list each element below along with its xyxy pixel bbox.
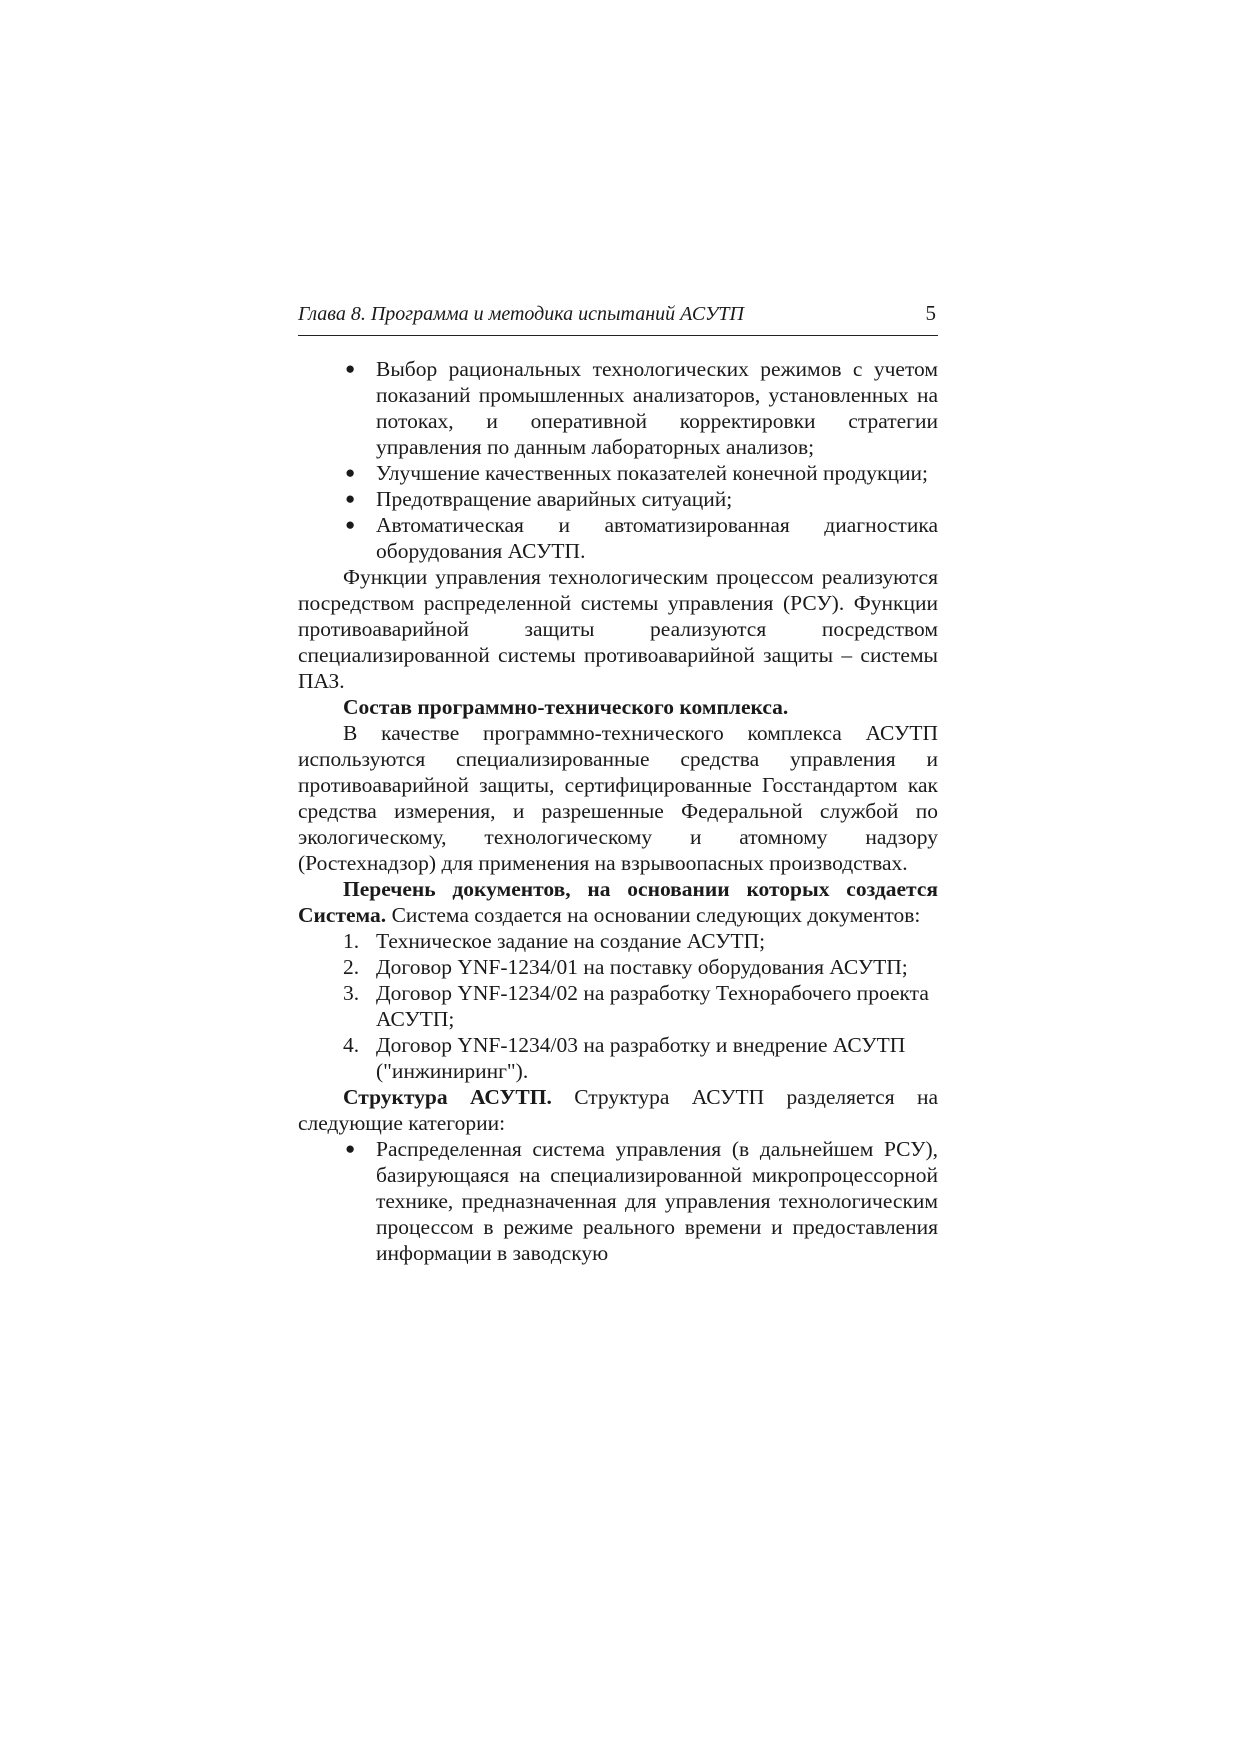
section-heading-structure: Структура АСУТП. [343,1085,552,1109]
list-item: ● Распределенная система управления (в дальнейшем РСУ), базирующаяся на специализированной микропроцессорной технике, предназначенная для управления технологическим процессом в режиме реального времени и предоставления информации в заводскую [345,1137,938,1265]
document-page [298,300,938,1266]
bullet-icon: ● [345,463,356,482]
bullet-icon: ● [345,359,356,378]
list-item: ● Автоматическая и автоматизированная диагностика оборудования АСУТП. [345,513,938,563]
list-item: ● Предотвращение аварийных ситуаций; [345,487,733,511]
list-item: ● Улучшение качественных показателей конечной продукции; [345,461,928,485]
section-heading-composition: Состав программно-технического комплекса. [343,695,789,719]
bullet-list-top [298,356,938,564]
paragraph-structure: Структура АСУТП. Структура АСУТП разделяется на следующие категории: [298,1085,938,1135]
bullet-icon: ● [345,489,356,508]
list-item: 2. Договор YNF-1234/01 на поставку оборудования АСУТП; [343,955,908,979]
section-heading-documents: Перечень документов, на основании которых создается Система. [298,877,938,927]
chapter-title: Глава 8. Программа и методика испытаний АСУТП [298,303,744,325]
paragraph-functions: Функции управления технологическим процессом реализуются посредством распределенной системы управления (РСУ). Функции противоаварийной защиты реализуются посредством специализированной системы противоаварийной защиты – системы ПАЗ. [298,565,938,693]
running-header [298,300,938,336]
page-number: 5 [925,301,936,325]
paragraph-documents: Перечень документов, на основании которых создается Система. Система создается на основании следующих документов: [298,877,938,927]
bullet-icon: ● [345,515,356,534]
document-list [298,928,938,1084]
bullet-icon: ● [345,1139,356,1158]
list-item: 1. Техническое задание на создание АСУТП; [343,929,766,953]
bullet-list-bottom [298,1136,938,1266]
paragraph-composition: В качестве программно-технического комплекса АСУТП используются специализированные средства управления и противоаварийной защиты, сертифицированные Госстандартом как средства измерения, и разрешенные Федеральной службой по экологическому, технологическому и атомному надзору (Ростехнадзор) для применения на взрывоопасных производствах. [298,721,938,875]
list-item: ● Выбор рациональных технологических режимов с учетом показаний промышленных анализаторов, установленных на потоках, и оперативной корректировки стратегии управления по данным лабораторных анализов; [345,357,938,459]
list-item: 3. Договор YNF-1234/02 на разработку Технорабочего проекта АСУТП; [343,981,929,1031]
list-item: 4. Договор YNF-1234/03 на разработку и внедрение АСУТП ("инжиниринг"). [343,1033,906,1083]
